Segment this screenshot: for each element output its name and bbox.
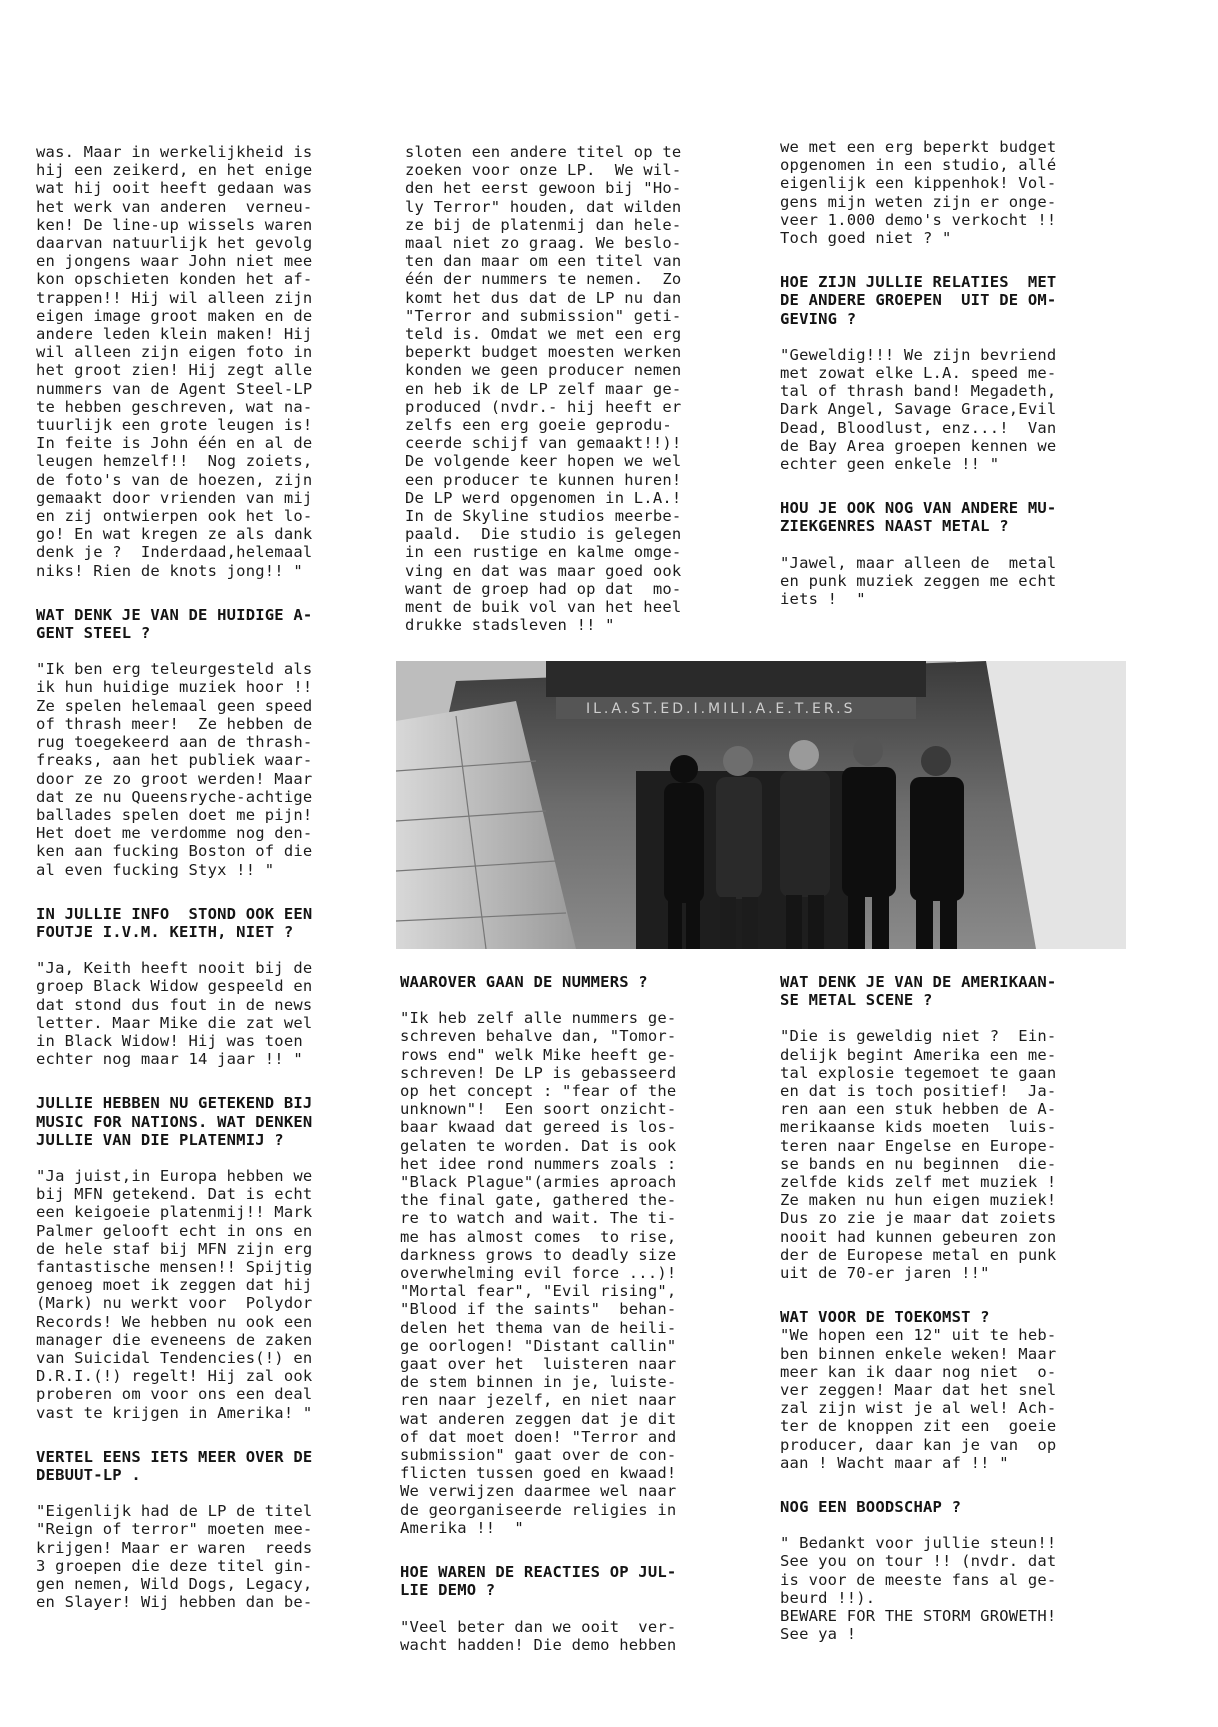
- paragraph: "Geweldig!!! We zijn bevriend met zowat elke L.A. speed me- tal of thrash band! Megadeth, Dark Angel, Savage Grace,Evil Dead, Bloodlust, enz...! Van de Bay Area groepen kennen we echter geen enkele !! ": [780, 345, 1057, 474]
- question-heading: WAAROVER GAAN DE NUMMERS ?: [400, 973, 648, 991]
- paragraph: was. Maar in werkelijkheid is hij een zeikerd, en het enige wat hij ooit heeft gedaan was het werk van anderen verneu- ken! De line-up wissels waren daarvan natuurlijk het gevolg en jongens waar John niet mee kon opschieten konden het af- trappen!! Hij wil alleen zijn eigen image groot maken en de andere leden klein maken! Hij wil alleen zijn eigen foto in het groot zien! Hij zegt alle nummers van de Agent Steel-LP te hebben geschreven, wat na- tuurlijk een grote leugen is! In feite is John één en al de leugen hemzelf!! Nog zoiets, de foto's van de hoezen, zijn gemaakt door vrienden van mij en zij ontwierpen ook het lo- go! En wat kregen ze als dank denk je ? Inderdaad,helemaal niks! Rien de knots jong!! ": [36, 143, 313, 580]
- band-photo: [396, 661, 1126, 949]
- paragraph: "We hopen een 12" uit te heb- ben binnen enkele weken! Maar meer kan ik daar nog niet o- ver zeggen! Maar dat het snel zal zijn wist je al wel! Ach- ter de knoppen zit een goeie producer, daar kan je van op aan ! Wacht maar af !! ": [780, 1326, 1057, 1472]
- question-heading: NOG EEN BOODSCHAP ?: [780, 1498, 962, 1517]
- question-heading: WAT DENK JE VAN DE AMERIKAAN- SE METAL SCENE ?: [780, 973, 1057, 1010]
- paragraph: "Die is geweldig niet ? Ein- delijk begint Amerika een me- tal explosie tegemoet te gaan en dat is toch positief! Ja- ren aan een stuk hebben de A- merikaanse kids moeten luis- teren naar Engelse en Europe- se bands en nu beginnen die- zelfde kids zelf met muziek ! Ze maken nu hun eigen muziek! Dus zo zie je maar dat zoiets nooit had kunnen gebeuren zon der de Europese metal en punk uit de 70-er jaren !!": [780, 1027, 1057, 1283]
- paragraph: sloten een andere titel op te zoeken voor onze LP. We wil- den het eerst gewoon bij "Ho- ly Terror" houden, dat wilden ze bij de platenmij dan hele- maal niet zo graag. We beslo- ten dan maar om een titel van één der nummers te nemen. Zo komt het dus dat de LP nu dan "Terror and submission" geti- teld is. Omdat we met een erg beperkt budget moesten werken konden we geen producer nemen en heb ik de LP zelf maar ge- produced (nvdr.- hij heeft er zelfs een erg goeie geprodu- ceerde schijf van gemaakt!!)! De volgende keer hopen we wel een producer te kunnen huren! De LP werd opgenomen in L.A.! In de Skyline studios meerbe- paald. Die studio is gelegen in een rustige en kalme omge- ving en dat was maar goed ook want de groep had op dat mo- ment de buik vol van het heel drukke stadsleven !! ": [405, 143, 682, 635]
- column-right: [780, 138, 1115, 608]
- column-middle: [405, 143, 735, 634]
- question-heading: HOE ZIJN JULLIE RELATIES MET DE ANDERE GROEPEN UIT DE OM- GEVING ?: [780, 273, 1057, 328]
- paragraph: "Ja, Keith heeft nooit bij de groep Black Widow gespeeld en dat stond dus fout in de news letter. Maar Mike die zat wel in Black Widow! Hij was toen echter nog maar 14 jaar !! ": [36, 959, 313, 1069]
- paragraph: "Ja juist,in Europa hebben we bij MFN getekend. Dat is echt een keigoeie platenmij!! Mark Palmer gelooft echt in ons en de hele staf bij MFN zijn erg fantastische mensen!! Spijtig genoeg moet ik zeggen dat hij (Mark) nu werkt voor Polydor Records! We hebben nu ook een manager die eveneens de zaken van Suicidal Tendencies(!) en D.R.I.(!) regelt! Hij zal ook proberen om voor ons een deal vast te krijgen in Amerika! ": [36, 1166, 313, 1422]
- column-left: [36, 143, 366, 1611]
- paragraph: "Jawel, maar alleen de metal en punk muziek zeggen me echt iets ! ": [780, 553, 1057, 609]
- paragraph: " Bedankt voor jullie steun!! See you on tour !! (nvdr. dat is voor de meeste fans al ge- beurd !!). BEWARE FOR THE STORM GROWETH! See ya !: [780, 1534, 1057, 1644]
- question-heading: JULLIE HEBBEN NU GETEKEND BIJ MUSIC FOR NATIONS. WAT DENKEN JULLIE VAN DIE PLATENMIJ ?: [36, 1094, 313, 1149]
- paragraph: "Ik heb zelf alle nummers ge- schreven behalve dan, "Tomor- rows end" welk Mike heeft ge- schreven! De LP is gebasseerd op het concept : "fear of the unknown"! Een soort onzicht- baar kwaad dat gereed is los- gelaten te worden. Dat is ook het idee rond nummers zoals : "Black Plague"(armies aproach the final gate, gathered the- re to watch and wait. The ti- me has almost comes to rise, darkness grows to deadly size overwhelming evil force ...)! "Mortal fear", "Evil rising", "Blood if the saints" behan- delen het thema van de heili- ge oorlogen! "Distant callin" gaat over het luisteren naar de stem binnen in je, luiste- ren naar jezelf, en niet naar wat anderen zeggen dat je dit of dat moet doen! "Terror and submission" gaat over de con- flicten tussen goed en kwaad! We verwijzen daarmee wel naar de georganiseerde religies in Amerika !! ": [400, 1009, 677, 1537]
- paragraph: "Ik ben erg teleurgesteld als ik hun huidige muziek hoor !! Ze spelen helemaal geen speed of thrash meer! Ze hebben de rug toegekeerd aan de thrash- freaks, aan het publiek waar- door ze zo groot werden! Maar dat ze nu Queensryche-achtige ballades spelen doet me pijn! Het doet me verdomme nog den- ken aan fucking Boston of die al even fucking Styx !! ": [36, 660, 313, 879]
- paragraph: we met een erg beperkt budget opgenomen in een studio, allé eigenlijk een kippenhok! Vol- gens mijn weten zijn er onge- veer 1.000 demo's verkocht !! Toch goed niet ? ": [780, 138, 1057, 248]
- paragraph: "Veel beter dan we ooit ver- wacht hadden! Die demo hebben: [400, 1617, 677, 1654]
- column-right-lower: [780, 973, 1120, 1644]
- question-heading: HOE WAREN DE REACTIES OP JUL- LIE DEMO ?: [400, 1563, 677, 1600]
- question-heading: WAT VOOR DE TOEKOMST ?: [780, 1308, 990, 1327]
- monument-inscription: IL.A.ST.ED.I.MILI.A.E.T.ER.S: [586, 701, 856, 717]
- paragraph: "Eigenlijk had de LP de titel "Reign of terror" moeten mee- krijgen! Maar er waren reeds 3 groepen die deze titel gin- gen nemen, Wild Dogs, Legacy, en Slayer! Wij hebben dan be-: [36, 1502, 313, 1612]
- question-heading: IN JULLIE INFO STOND OOK EEN FOUTJE I.V.M. KEITH, NIET ?: [36, 904, 313, 941]
- column-middle-lower: [400, 973, 740, 1654]
- question-heading: VERTEL EENS IETS MEER OVER DE DEBUUT-LP .: [36, 1447, 313, 1484]
- question-heading: HOU JE OOK NOG VAN ANDERE MU- ZIEKGENRES NAAST METAL ?: [780, 499, 1057, 536]
- question-heading: WAT DENK JE VAN DE HUIDIGE A- GENT STEEL ?: [36, 605, 313, 643]
